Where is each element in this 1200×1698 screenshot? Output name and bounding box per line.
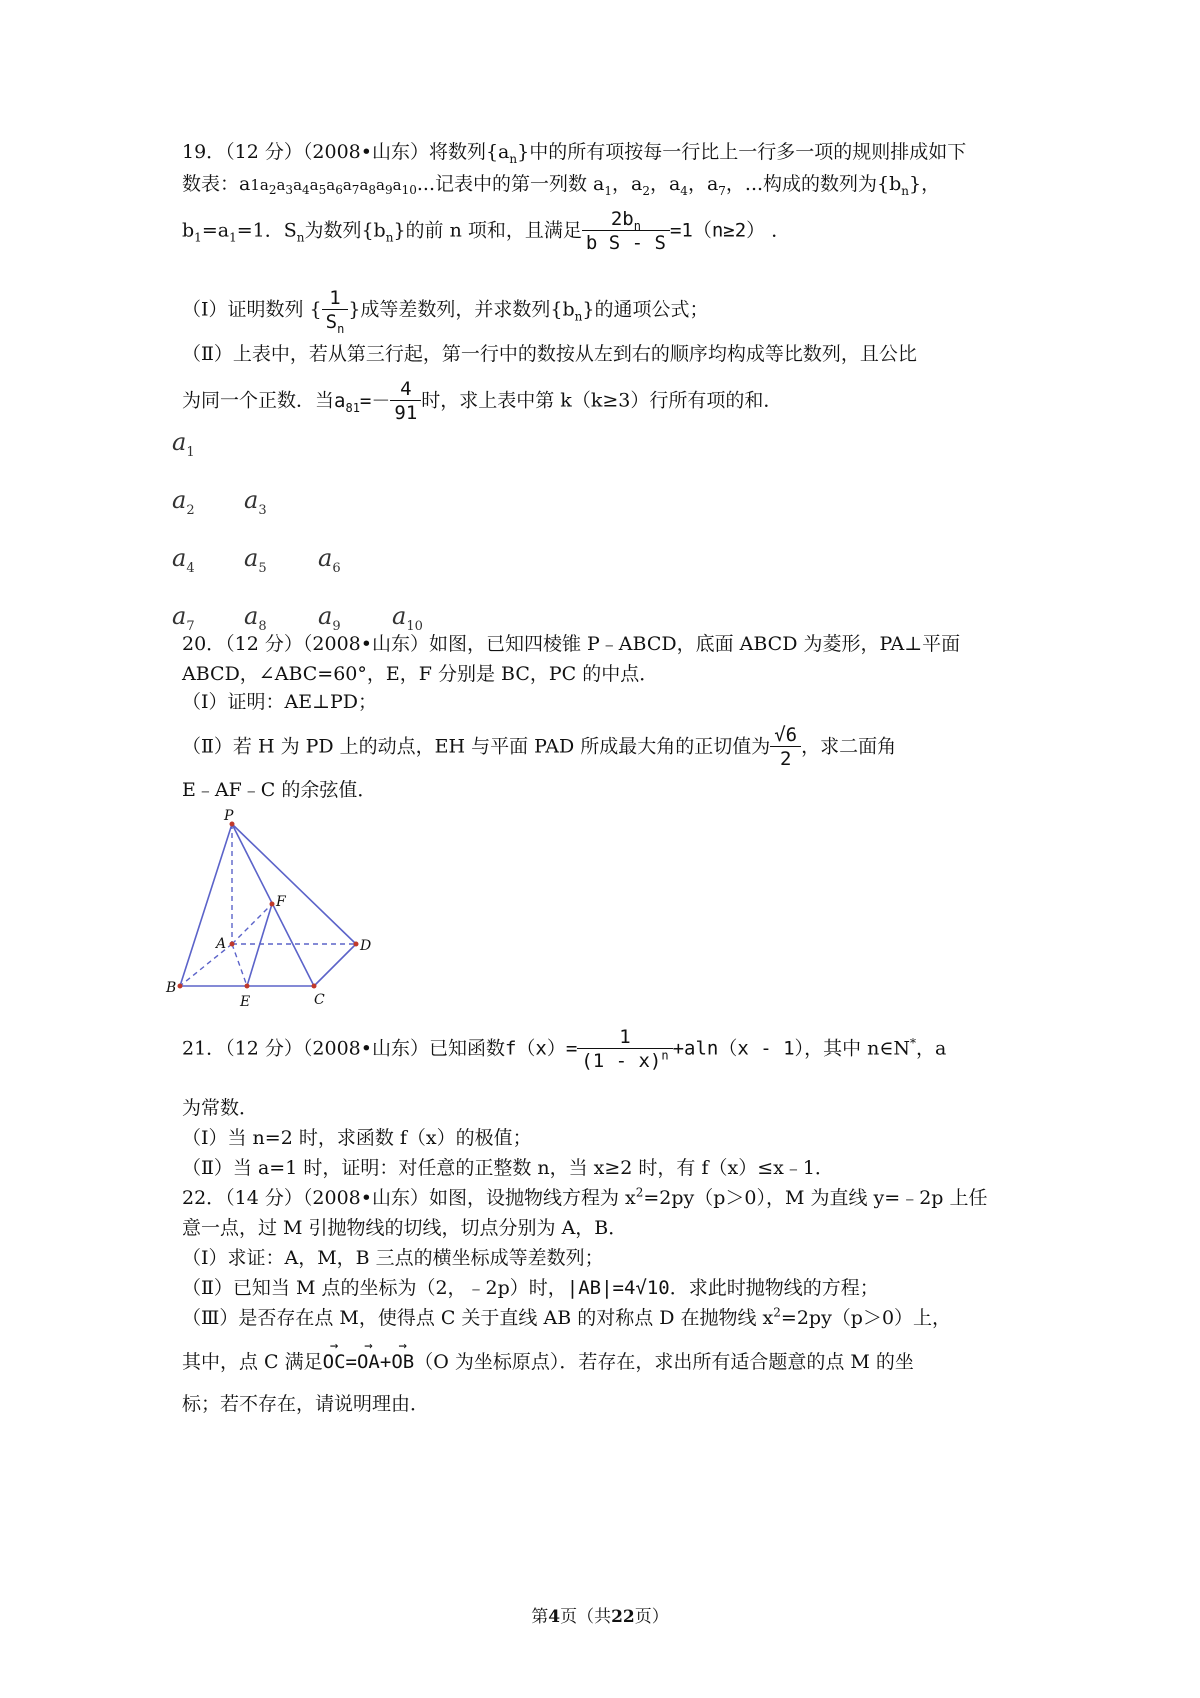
q21-line2: 为常数． [182,1097,259,1119]
edge-PD [232,824,356,944]
pyramid-figure [160,808,390,1013]
point-A [230,942,235,947]
label-F: F [276,894,286,910]
segment-AE [232,944,247,986]
q20-line2: ABCD，∠ABC=60°，E，F 分别是 BC，PC 的中点． [182,663,659,685]
point-B [178,984,183,989]
table-cell: $a_6$ [318,544,341,576]
table-cell: $a_3$ [244,486,267,518]
q22-line2: 意一点，过 M 引抛物线的切线，切点分别为 A，B． [182,1217,628,1239]
label-D: D [360,938,372,954]
q22-part3-line2: 其中，点 C 满足→ OC=→ OA+→ OB（O 为坐标原点）．若存在，求出所有适合题意的点 M 的坐 [182,1350,914,1374]
point-C [312,984,317,989]
q19-line3: $b_1=a_1=1$．$S_n$为数列$\{b_n\}$的前 n 项和，且满足 $\frac{2b_n}{\text{b S - S}}$ =1（n≥2） ． [182,208,791,254]
q20-part2-line1: （Ⅱ）若 H 为 PD 上的动点，EH 与平面 PAD 所成最大角的正切值为 $\frac{√6}{2}$ ，求二面角 [182,724,897,770]
table-cell: $a_5$ [244,544,267,576]
q22-line1: 22．（14 分）（2008•山东）如图，设抛物线方程为 $x^2=2py(p>0)$，M 为直线 y=﹣2p 上任 [182,1185,988,1209]
point-D [354,942,359,947]
q19-part2-line2: 为同一个正数．当$a_{81}=-$ $\frac{4}{91}$ 时，求上表中第 k（k≥3）行所有项的和． [182,378,783,424]
table-cell: $a_7$ [172,602,195,634]
table-cell: $a_2$ [172,486,195,518]
vector-OA: → OA [357,1350,380,1374]
q21-part1: （Ⅰ）当 n=2 时，求函数 f（x）的极值； [182,1127,532,1149]
q21-part2: （Ⅱ）当 a=1 时，证明：对任意的正整数 n，当 x≥2 时，有 f（x）≤x﹣1． [182,1157,834,1179]
q19-part2-line1: （Ⅱ）上表中，若从第三行起，第一行中的数按从左到右的顺序均构成等比数列，且公比 [182,343,917,365]
q22-part1: （Ⅰ）求证：A，M，B 三点的横坐标成等差数列； [182,1247,604,1269]
q19-recip-fraction: $\frac{1}{S_n}$ [322,287,349,334]
label-A: A [216,936,227,952]
vector-OC: → OC [323,1350,346,1374]
table-cell: $a_{10}$ [392,602,423,634]
q22-part3-line1: （Ⅲ）是否存在点 M，使得点 C 关于直线 AB 的对称点 D 在抛物线 $x^2=2py(p>0)$上， [182,1305,952,1329]
q21-function-fraction: $\frac{1}{(1 - x)^n}$ [577,1026,672,1073]
q19-condition-fraction: $\frac{2b_n}{\text{b S - S}}$ [582,208,670,255]
table-cell: $a_4$ [172,544,195,576]
label-E: E [240,994,251,1010]
table-cell: $a_9$ [318,602,341,634]
edge-CD [314,944,356,986]
q20-part1: （Ⅰ）证明：AE⊥PD； [182,691,377,713]
edge-PB [180,824,232,986]
label-B: B [166,980,177,996]
q21-line1: 21．（12 分）（2008•山东）已知函数f（x）= $\frac{1}{(1 - x)^n}$ +aln（x - 1），其中 n∈N*，a [182,1026,947,1072]
point-E [245,984,250,989]
point-F [270,902,275,907]
page-footer: 第4页（共22页） [531,1607,669,1627]
table-cell: $a_1$ [172,428,195,460]
table-cell: $a_8$ [244,602,267,634]
sequence-inline: $1a_2a_3a_4a_5a_6a_7a_8a_9a_{10}$ [250,176,417,197]
q20-line1: 20．（12 分）（2008•山东）如图，已知四棱锥 P﹣ABCD，底面 ABCD 为菱形，PA⊥平面 [182,633,961,655]
label-C: C [314,992,325,1008]
q20-sqrt6-fraction: $\frac{√6}{2}$ [770,724,801,771]
q22-part2: （Ⅱ）已知当 M 点的坐标为（2，﹣2p）时，|AB|=4√10．求此时抛物线的方程； [182,1277,879,1299]
q20-part2-line2: E﹣AF﹣C 的余弦值． [182,779,377,801]
q19-part1: （Ⅰ）证明数列 { $\frac{1}{S_n}$ }成等差数列，并求数列$\{b_n\}$的通项公式； [182,287,709,336]
q19-line1: 19．（12 分）（2008•山东）将数列$\{a_n\}$中的所有项按每一行比上一行多一项的规则排成如下 [182,141,967,166]
label-P: P [224,808,234,824]
q19-line2: 数表：$a1a_2a_3a_4a_5a_6a_7a_8a_9a_{10}$...记表中的第一列数 $a_1$，$a_2$，$a_4$，$a_7$，...构成的数列为$\{b_n\}$， [182,173,941,198]
q19-a81-fraction: $\frac{4}{91}$ [390,378,421,425]
q22-part3-line3: 标；若不存在，请说明理由． [182,1393,430,1415]
vector-OB: → OB [391,1350,414,1374]
